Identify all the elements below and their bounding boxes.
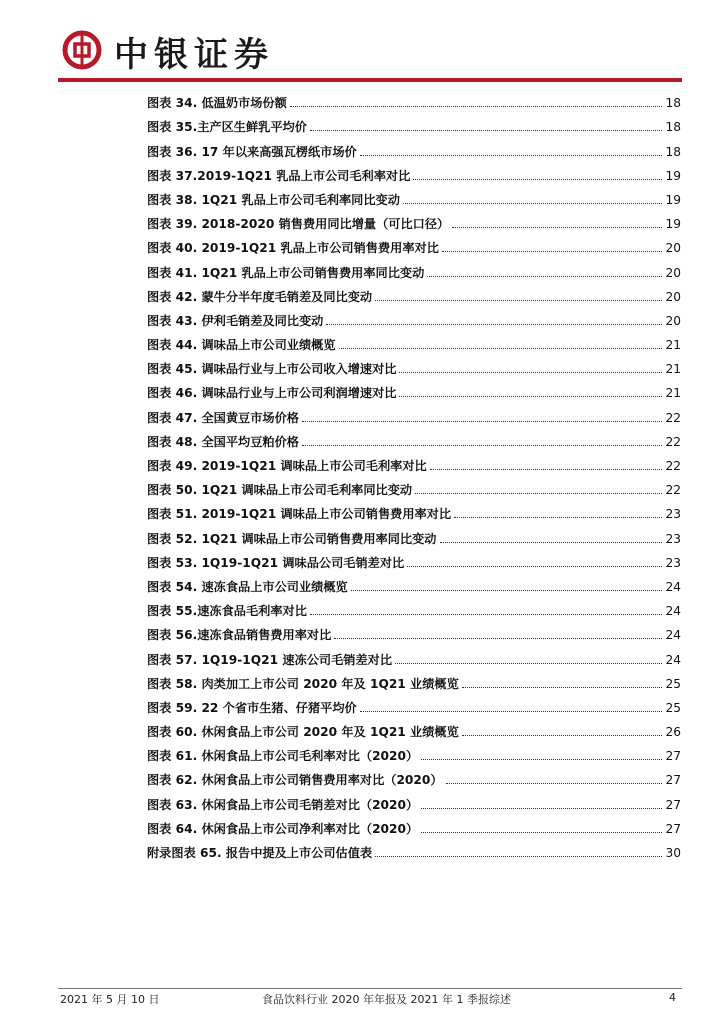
brand-name: 中银证券: [114, 35, 274, 75]
footer-title: 食品饮料行业 2020 年年报及 2021 年 1 季报综述: [262, 993, 511, 1006]
toc-entry-title: 图表 43. 伊利毛销差及同比变动: [147, 313, 324, 328]
toc-entry-title: 图表 62. 休闲食品上市公司销售费用率对比（2020）: [147, 773, 443, 788]
toc-entry-title: 图表 35.主产区生鲜乳平均价: [147, 120, 307, 135]
dot-leader: [375, 300, 662, 301]
toc-entry-title: 图表 51. 2019-1Q21 调味品上市公司销售费用率对比: [147, 507, 452, 522]
dot-leader: [395, 663, 662, 664]
toc-entry-page: 26: [665, 725, 681, 740]
toc-entry-title: 图表 45. 调味品行业与上市公司收入增速对比: [147, 362, 397, 377]
toc-entry-page: 23: [665, 555, 681, 570]
toc-entry-page: 18: [665, 120, 681, 135]
toc-entry-page: 24: [665, 604, 681, 619]
toc-entry-page: 27: [665, 773, 681, 788]
toc-entry[interactable]: [147, 787, 681, 811]
toc-entry[interactable]: [147, 546, 681, 570]
toc-entry-page: 22: [665, 483, 681, 498]
toc-entry-title: 图表 64. 休闲食品上市公司净利率对比（2020）: [147, 821, 419, 836]
toc-entry[interactable]: [147, 521, 681, 545]
toc-entry-title: 图表 53. 1Q19-1Q21 调味品公司毛销差对比: [147, 555, 405, 570]
toc-entry-page: 25: [665, 676, 681, 691]
toc-entry-title: 图表 42. 蒙牛分半年度毛销差及同比变动: [147, 289, 373, 304]
toc-entry[interactable]: [147, 691, 681, 715]
toc-entry-title: 图表 52. 1Q21 调味品上市公司销售费用率同比变动: [147, 531, 437, 546]
toc-entry[interactable]: [147, 763, 681, 787]
toc-entry[interactable]: [147, 231, 681, 255]
toc-entry-title: 图表 44. 调味品上市公司业绩概览: [147, 338, 336, 353]
dot-leader: [399, 372, 662, 373]
dot-leader: [462, 735, 663, 736]
figure-list: [147, 86, 681, 860]
toc-entry-page: 27: [665, 821, 681, 836]
toc-entry[interactable]: [147, 618, 681, 642]
dot-leader: [421, 832, 662, 833]
dot-leader: [375, 856, 662, 857]
toc-entry-page: 20: [665, 265, 681, 280]
dot-leader: [430, 469, 663, 470]
toc-entry[interactable]: [147, 715, 681, 739]
toc-entry-title: 图表 55.速冻食品毛利率对比: [147, 604, 307, 619]
toc-entry-title: 图表 63. 休闲食品上市公司毛销差对比（2020）: [147, 797, 419, 812]
toc-entry-page: 19: [665, 168, 681, 183]
toc-entry-page: 22: [665, 459, 681, 473]
dot-leader: [334, 638, 662, 639]
toc-entry-title: 图表 59. 22 个省市生猪、仔猪平均价: [147, 700, 357, 715]
toc-entry-title: 图表 34. 低温奶市场份额: [147, 96, 287, 111]
toc-entry-page: 24: [665, 579, 681, 594]
dot-leader: [302, 445, 663, 446]
toc-entry[interactable]: [147, 304, 681, 328]
toc-entry[interactable]: [147, 739, 681, 763]
toc-entry[interactable]: [147, 86, 681, 110]
toc-entry[interactable]: [147, 400, 681, 424]
toc-entry-page: 20: [665, 241, 681, 256]
toc-entry[interactable]: [147, 280, 681, 304]
toc-entry-title: 图表 40. 2019-1Q21 乳品上市公司销售费用率对比: [147, 241, 439, 256]
toc-entry-title: 图表 61. 休闲食品上市公司毛利率对比（2020）: [147, 749, 419, 764]
toc-entry-title: 图表 47. 全国黄豆市场价格: [147, 410, 299, 425]
toc-entry-title: 图表 46. 调味品行业与上市公司利润增速对比: [147, 386, 397, 401]
dot-leader: [446, 783, 663, 784]
dot-leader: [399, 396, 662, 397]
toc-entry[interactable]: [147, 159, 681, 183]
toc-entry[interactable]: [147, 110, 681, 134]
dot-leader: [415, 493, 662, 494]
toc-entry-page: 24: [665, 628, 681, 643]
toc-entry-page: 22: [665, 434, 681, 449]
footer-date: 2021 年 5 月 10 日: [60, 993, 160, 1006]
dot-leader: [310, 614, 663, 615]
toc-entry[interactable]: [147, 449, 681, 473]
toc-entry-page: 21: [665, 338, 681, 353]
toc-entry-page: 27: [665, 749, 681, 764]
toc-entry-title: 图表 58. 肉类加工上市公司 2020 年及 1Q21 业绩概览: [147, 676, 459, 691]
boc-logo-icon: [62, 30, 102, 70]
toc-entry-title: 图表 54. 速冻食品上市公司业绩概览: [147, 579, 348, 594]
header-rule: [58, 78, 682, 82]
dot-leader: [360, 155, 663, 156]
toc-entry-title: 图表 49. 2019-1Q21 调味品上市公司毛利率对比: [147, 459, 427, 473]
toc-entry[interactable]: [147, 352, 681, 376]
toc-entry-page: 24: [665, 652, 681, 667]
dot-leader: [351, 590, 663, 591]
toc-entry[interactable]: [147, 183, 681, 207]
toc-entry-page: 27: [665, 797, 681, 812]
dot-leader: [302, 421, 663, 422]
toc-entry[interactable]: [147, 812, 681, 836]
dot-leader: [452, 227, 662, 228]
toc-entry-page: 21: [665, 362, 681, 377]
toc-entry[interactable]: [147, 425, 681, 449]
toc-entry-title: 图表 57. 1Q19-1Q21 速冻公司毛销差对比: [147, 652, 393, 667]
toc-entry-page: 18: [665, 96, 681, 111]
dot-leader: [339, 348, 663, 349]
toc-entry-page: 19: [665, 217, 681, 232]
toc-entry-title: 图表 48. 全国平均豆粕价格: [147, 434, 299, 449]
toc-entry-title: 图表 41. 1Q21 乳品上市公司销售费用率同比变动: [147, 265, 425, 280]
toc-entry-page: 20: [665, 313, 681, 328]
toc-entry-page: 25: [665, 700, 681, 715]
toc-entry-title: 附录图表 65. 报告中提及上市公司估值表: [147, 846, 373, 860]
dot-leader: [360, 711, 663, 712]
toc-entry-title: 图表 36. 17 年以来高强瓦楞纸市场价: [147, 144, 357, 159]
toc-entry[interactable]: [147, 642, 681, 666]
dot-leader: [413, 179, 662, 180]
dot-leader: [290, 106, 663, 107]
page-number: 4: [669, 991, 676, 1004]
toc-entry-page: 19: [665, 192, 681, 207]
toc-entry-title: 图表 37.2019-1Q21 乳品上市公司毛利率对比: [147, 168, 411, 183]
toc-entry-page: 18: [665, 144, 681, 159]
dot-leader: [442, 251, 663, 252]
page-header: [0, 0, 724, 90]
dot-leader: [440, 542, 663, 543]
toc-entry[interactable]: [147, 207, 681, 231]
toc-entry[interactable]: [147, 473, 681, 497]
dot-leader: [407, 566, 662, 567]
toc-entry[interactable]: [147, 497, 681, 521]
toc-entry-page: 30: [665, 846, 681, 860]
dot-leader: [421, 759, 662, 760]
toc-entry[interactable]: [147, 255, 681, 279]
toc-entry-title: 图表 39. 2018-2020 销售费用同比增量（可比口径）: [147, 217, 450, 232]
toc-entry-title: 图表 50. 1Q21 调味品上市公司毛利率同比变动: [147, 483, 413, 498]
dot-leader: [310, 130, 663, 131]
toc-entry[interactable]: [147, 376, 681, 400]
dot-leader: [326, 324, 662, 325]
dot-leader: [427, 276, 662, 277]
dot-leader: [421, 808, 662, 809]
toc-entry-page: 21: [665, 386, 681, 401]
toc-entry-page: 23: [665, 507, 681, 522]
toc-entry[interactable]: [147, 328, 681, 352]
toc-entry[interactable]: [147, 667, 681, 691]
toc-entry-title: 图表 38. 1Q21 乳品上市公司毛利率同比变动: [147, 192, 400, 207]
toc-entry[interactable]: [147, 134, 681, 158]
toc-entry[interactable]: [147, 594, 681, 618]
toc-entry-title: 图表 60. 休闲食品上市公司 2020 年及 1Q21 业绩概览: [147, 725, 459, 740]
dot-leader: [454, 517, 662, 518]
toc-entry-title: 图表 56.速冻食品销售费用率对比: [147, 628, 332, 643]
toc-entry-page: 22: [665, 410, 681, 425]
footer-rule: [58, 988, 682, 989]
toc-entry[interactable]: [147, 570, 681, 594]
dot-leader: [403, 203, 663, 204]
toc-entry-page: 20: [665, 289, 681, 304]
toc-entry-page: 23: [665, 531, 681, 546]
toc-entry[interactable]: [147, 836, 681, 860]
dot-leader: [462, 687, 663, 688]
